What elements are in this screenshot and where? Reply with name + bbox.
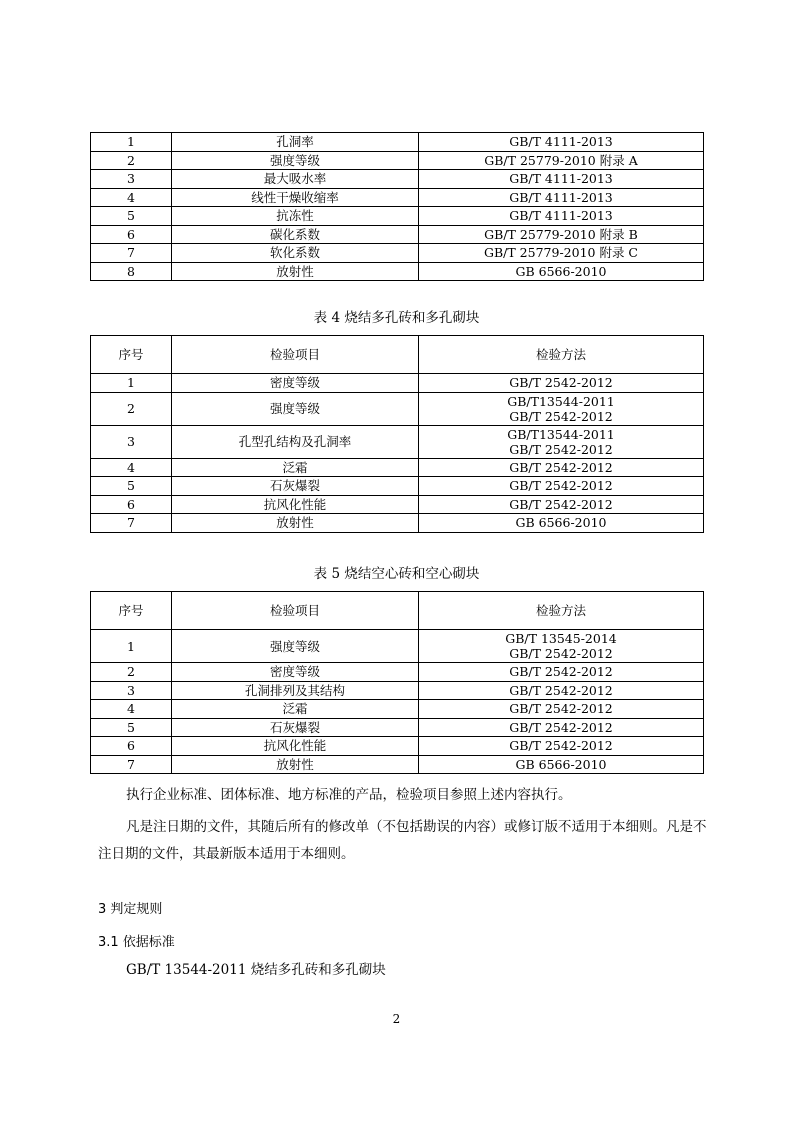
cell-item: 泛霜 (172, 700, 419, 719)
cell-method (419, 477, 704, 496)
table-row (91, 514, 704, 533)
header-serial: 序号 (91, 336, 172, 374)
method-line: GB/T 25779-2010 附录 A (484, 152, 638, 168)
cell-item: 放射性 (172, 262, 419, 281)
table-row (91, 718, 704, 737)
cell-method (419, 514, 704, 533)
cell-method (419, 374, 704, 393)
table-row (91, 495, 704, 514)
cell-item: 石灰爆裂 (172, 477, 419, 496)
table-4-caption: 表 4 烧结多孔砖和多孔砌块 (313, 310, 480, 326)
table-row (91, 133, 704, 152)
cell-method (419, 737, 704, 756)
method-line: GB/T 2542-2012 (509, 701, 613, 717)
table-row (91, 630, 704, 663)
cell-item: 最大吸水率 (172, 170, 419, 189)
cell-serial: 4 (91, 188, 172, 207)
table-4-body (91, 374, 704, 533)
table-row (91, 737, 704, 756)
method-line: GB/T 2542-2012 (509, 441, 613, 457)
cell-serial: 7 (91, 514, 172, 533)
cell-method (419, 458, 704, 477)
section-heading-3-1: 3.1 依据标准 (98, 935, 175, 950)
cell-method (419, 630, 704, 663)
table-3-continued (90, 132, 704, 281)
cell-item: 碳化系数 (172, 225, 419, 244)
cell-serial: 4 (91, 700, 172, 719)
paragraph-enterprise-standards: 执行企业标准、团体标准、地方标准的产品，检验项目参照上述内容执行。 (126, 787, 572, 803)
cell-serial: 7 (91, 755, 172, 774)
cell-serial: 6 (91, 495, 172, 514)
method-line: GB 6566-2010 (515, 756, 607, 772)
cell-method (419, 170, 704, 189)
method-line: GB/T 2542-2012 (509, 664, 613, 680)
cell-serial: 3 (91, 170, 172, 189)
cell-item: 泛霜 (172, 458, 419, 477)
cell-serial: 5 (91, 207, 172, 226)
cell-method (419, 133, 704, 152)
cell-item: 孔洞排列及其结构 (172, 681, 419, 700)
paragraph-dated-references: 凡是注日期的文件，其随后所有的修改单（不包括勘误的内容）或修订版不适用于本细则。凡是不注日期的文件，其最新版本适用于本细则。 (98, 819, 707, 862)
cell-serial: 8 (91, 262, 172, 281)
table-row (91, 207, 704, 226)
table-row (91, 188, 704, 207)
method-line: GB/T 2542-2012 (509, 478, 613, 494)
cell-item: 线性干燥收缩率 (172, 188, 419, 207)
table-row (91, 392, 704, 425)
header-item: 检验项目 (172, 592, 419, 630)
cell-method (419, 151, 704, 170)
table-row (91, 374, 704, 393)
table-row (91, 755, 704, 774)
table-row (91, 681, 704, 700)
cell-item: 软化系数 (172, 244, 419, 263)
cell-serial: 5 (91, 477, 172, 496)
cell-method (419, 425, 704, 458)
table-row (91, 262, 704, 281)
table-row (91, 151, 704, 170)
cell-item: 抗风化性能 (172, 737, 419, 756)
method-line: GB/T 2542-2012 (509, 408, 613, 424)
cell-method (419, 188, 704, 207)
cell-item: 强度等级 (172, 151, 419, 170)
cell-serial: 6 (91, 225, 172, 244)
method-line: GB/T13544-2011 (507, 426, 615, 442)
cell-item: 放射性 (172, 755, 419, 774)
cell-method (419, 700, 704, 719)
method-line: GB/T 2542-2012 (509, 646, 613, 661)
method-line: GB 6566-2010 (515, 515, 607, 531)
cell-serial: 5 (91, 718, 172, 737)
table-row (91, 458, 704, 477)
cell-serial: 3 (91, 425, 172, 458)
cell-method (419, 755, 704, 774)
cell-item: 强度等级 (172, 630, 419, 663)
method-line: GB/T 25779-2010 附录 B (484, 226, 638, 242)
cell-item: 孔洞率 (172, 133, 419, 152)
cell-method (419, 495, 704, 514)
table-3-body (91, 133, 704, 281)
cell-method (419, 681, 704, 700)
method-line: GB/T 2542-2012 (509, 738, 613, 754)
header-item: 检验项目 (172, 336, 419, 374)
table-row (91, 425, 704, 458)
table-row (91, 244, 704, 263)
method-line: GB/T 2542-2012 (509, 496, 613, 512)
header-serial: 序号 (91, 592, 172, 630)
method-line: GB/T 4111-2013 (509, 171, 613, 187)
cell-method (419, 244, 704, 263)
table-row (91, 663, 704, 682)
cell-item: 抗风化性能 (172, 495, 419, 514)
cell-method (419, 225, 704, 244)
cell-serial: 6 (91, 737, 172, 756)
cell-serial: 2 (91, 151, 172, 170)
method-line: GB 6566-2010 (515, 263, 607, 279)
cell-method (419, 262, 704, 281)
method-line: GB/T 4111-2013 (509, 134, 613, 150)
method-line: GB/T 13545-2014 (505, 631, 617, 646)
page-number: 2 (392, 1012, 401, 1026)
standard-reference: GB/T 13544-2011 烧结多孔砖和多孔砌块 (126, 962, 386, 978)
method-line: GB/T 25779-2010 附录 C (483, 245, 638, 261)
table-row (91, 700, 704, 719)
method-line: GB/T13544-2011 (507, 393, 615, 409)
cell-serial: 1 (91, 133, 172, 152)
table-header-row (91, 592, 704, 630)
table-row (91, 477, 704, 496)
method-line: GB/T 2542-2012 (509, 459, 613, 475)
method-line: GB/T 2542-2012 (509, 719, 613, 735)
table-5 (90, 591, 704, 774)
cell-serial: 4 (91, 458, 172, 477)
method-line: GB/T 2542-2012 (509, 375, 613, 391)
cell-item: 强度等级 (172, 392, 419, 425)
cell-serial: 1 (91, 374, 172, 393)
cell-item: 密度等级 (172, 663, 419, 682)
table-4 (90, 335, 704, 533)
table-header-row (91, 336, 704, 374)
header-method: 检验方法 (419, 592, 704, 630)
section-heading-3: 3 判定规则 (98, 902, 163, 917)
cell-item: 密度等级 (172, 374, 419, 393)
table-row (91, 225, 704, 244)
cell-item: 放射性 (172, 514, 419, 533)
method-line: GB/T 2542-2012 (509, 682, 613, 698)
cell-serial: 2 (91, 663, 172, 682)
cell-method (419, 718, 704, 737)
cell-method (419, 663, 704, 682)
table-5-caption: 表 5 烧结空心砖和空心砌块 (313, 566, 480, 582)
method-line: GB/T 4111-2013 (509, 189, 613, 205)
cell-serial: 1 (91, 630, 172, 663)
method-line: GB/T 4111-2013 (509, 208, 613, 224)
cell-item: 石灰爆裂 (172, 718, 419, 737)
cell-method (419, 207, 704, 226)
cell-serial: 2 (91, 392, 172, 425)
table-row (91, 170, 704, 189)
cell-serial: 7 (91, 244, 172, 263)
cell-item: 抗冻性 (172, 207, 419, 226)
header-method: 检验方法 (419, 336, 704, 374)
cell-item: 孔型孔结构及孔洞率 (172, 425, 419, 458)
cell-method (419, 392, 704, 425)
cell-serial: 3 (91, 681, 172, 700)
table-5-body (91, 630, 704, 774)
